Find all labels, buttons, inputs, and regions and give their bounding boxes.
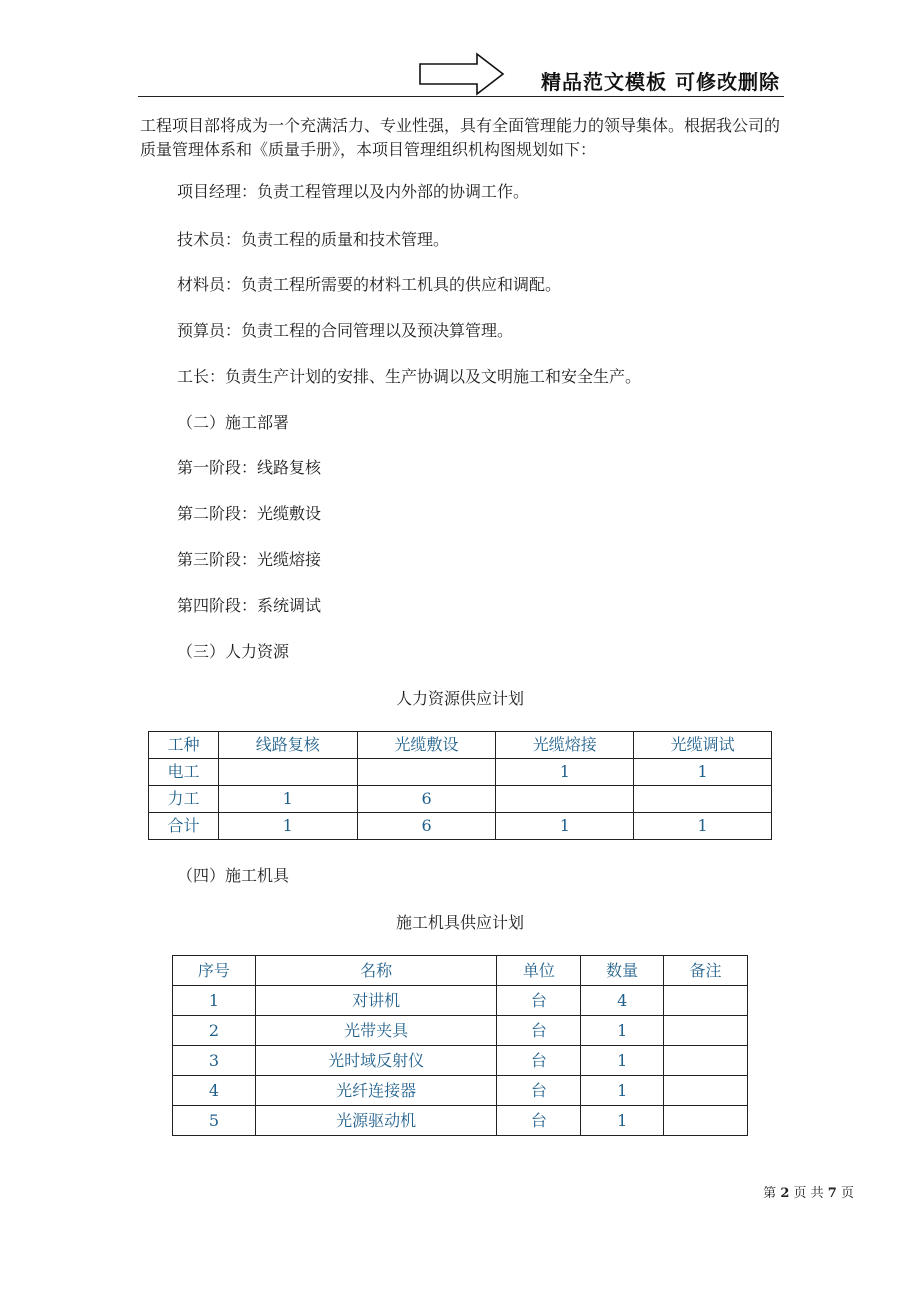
table-cell: 1 [173,986,256,1016]
tool-table-caption: 施工机具供应计划 [395,913,524,932]
table-cell: 力工 [149,786,219,813]
table-cell: 台 [497,1046,581,1076]
table-row [173,1016,748,1046]
role-materials: 材料员：负责工程所需要的材料工机具的供应和调配。 [177,275,562,294]
table-cell: 对讲机 [255,986,497,1016]
table-row [173,1046,748,1076]
table-row [149,786,772,813]
section-heading-tools: （四）施工机具 [177,866,290,885]
table-cell: 3 [173,1046,256,1076]
page-header [138,50,784,98]
table-cell: 1 [581,1076,664,1106]
table-cell [664,1046,748,1076]
table-header-cell: 序号 [173,956,256,986]
table-row [173,1106,748,1136]
table-cell: 5 [173,1106,256,1136]
table-row [149,813,772,840]
table-cell: 1 [634,813,772,840]
table-cell: 4 [581,986,664,1016]
header-rule [138,96,784,97]
table-header-cell: 工种 [149,732,219,759]
table-cell: 合计 [149,813,219,840]
table-header-row [173,956,748,986]
table-cell: 电工 [149,759,219,786]
table-header-cell: 光缆敷设 [357,732,496,759]
table-cell [634,786,772,813]
page-number: 2 [780,1186,790,1201]
table-cell: 光纤连接器 [255,1076,497,1106]
footer-middle: 页 共 [793,1186,824,1201]
page-total: 7 [827,1186,837,1201]
table-header-cell: 备注 [664,956,748,986]
table-cell [357,759,496,786]
table-header-row [149,732,772,759]
table-cell [218,759,357,786]
table-cell: 台 [497,1016,581,1046]
table-cell: 1 [581,1046,664,1076]
table-cell: 2 [173,1016,256,1046]
table-cell: 4 [173,1076,256,1106]
table-row [173,1076,748,1106]
table-cell [664,1016,748,1046]
phase-3: 第三阶段：光缆熔接 [177,550,322,569]
hr-table-caption: 人力资源供应计划 [395,689,524,708]
table-header-cell: 光缆熔接 [496,732,634,759]
table-row [149,759,772,786]
table-cell: 6 [357,813,496,840]
section-heading-hr: （三）人力资源 [177,642,290,661]
table-cell: 1 [581,1016,664,1046]
table-cell: 6 [357,786,496,813]
table-header-cell: 线路复核 [218,732,357,759]
phase-1: 第一阶段：线路复核 [177,458,322,477]
table-cell [664,986,748,1016]
table-cell: 1 [581,1106,664,1136]
table-cell: 光时域反射仪 [255,1046,497,1076]
table-cell: 台 [497,1106,581,1136]
table-header-cell: 数量 [581,956,664,986]
table-cell: 1 [496,813,634,840]
tool-table [172,955,748,1136]
table-cell: 1 [218,786,357,813]
page-footer [763,1182,854,1201]
section-heading-deployment: （二）施工部署 [177,413,290,432]
table-row [173,986,748,1016]
table-header-cell: 光缆调试 [634,732,772,759]
table-cell: 台 [497,986,581,1016]
table-cell: 1 [634,759,772,786]
footer-suffix: 页 [840,1186,854,1201]
table-cell: 1 [496,759,634,786]
phase-4: 第四阶段：系统调试 [177,596,322,615]
role-technician: 技术员：负责工程的质量和技术管理。 [177,230,450,249]
table-cell: 1 [218,813,357,840]
role-project-manager: 项目经理：负责工程管理以及内外部的协调工作。 [177,182,530,201]
table-cell: 台 [497,1076,581,1106]
table-header-cell: 名称 [255,956,497,986]
table-cell: 光源驱动机 [255,1106,497,1136]
header-title: 精品范文模板 可修改删除 [541,70,780,94]
table-cell: 光带夹具 [255,1016,497,1046]
table-cell [664,1106,748,1136]
hr-table [148,731,772,840]
phase-2: 第二阶段：光缆敷设 [177,504,322,523]
role-foreman: 工长：负责生产计划的安排、生产协调以及文明施工和安全生产。 [177,367,642,386]
arrow-right-icon [419,52,505,96]
intro-paragraph: 工程项目部将成为一个充满活力、专业性强，具有全面管理能力的领导集体。根据我公司的质量管理体系和《质量手册》，本项目管理组织机构图规划如下： [140,116,781,159]
table-header-cell: 单位 [497,956,581,986]
footer-prefix: 第 [763,1186,777,1201]
role-budget: 预算员：负责工程的合同管理以及预决算管理。 [177,321,514,340]
table-cell [496,786,634,813]
table-cell [664,1076,748,1106]
